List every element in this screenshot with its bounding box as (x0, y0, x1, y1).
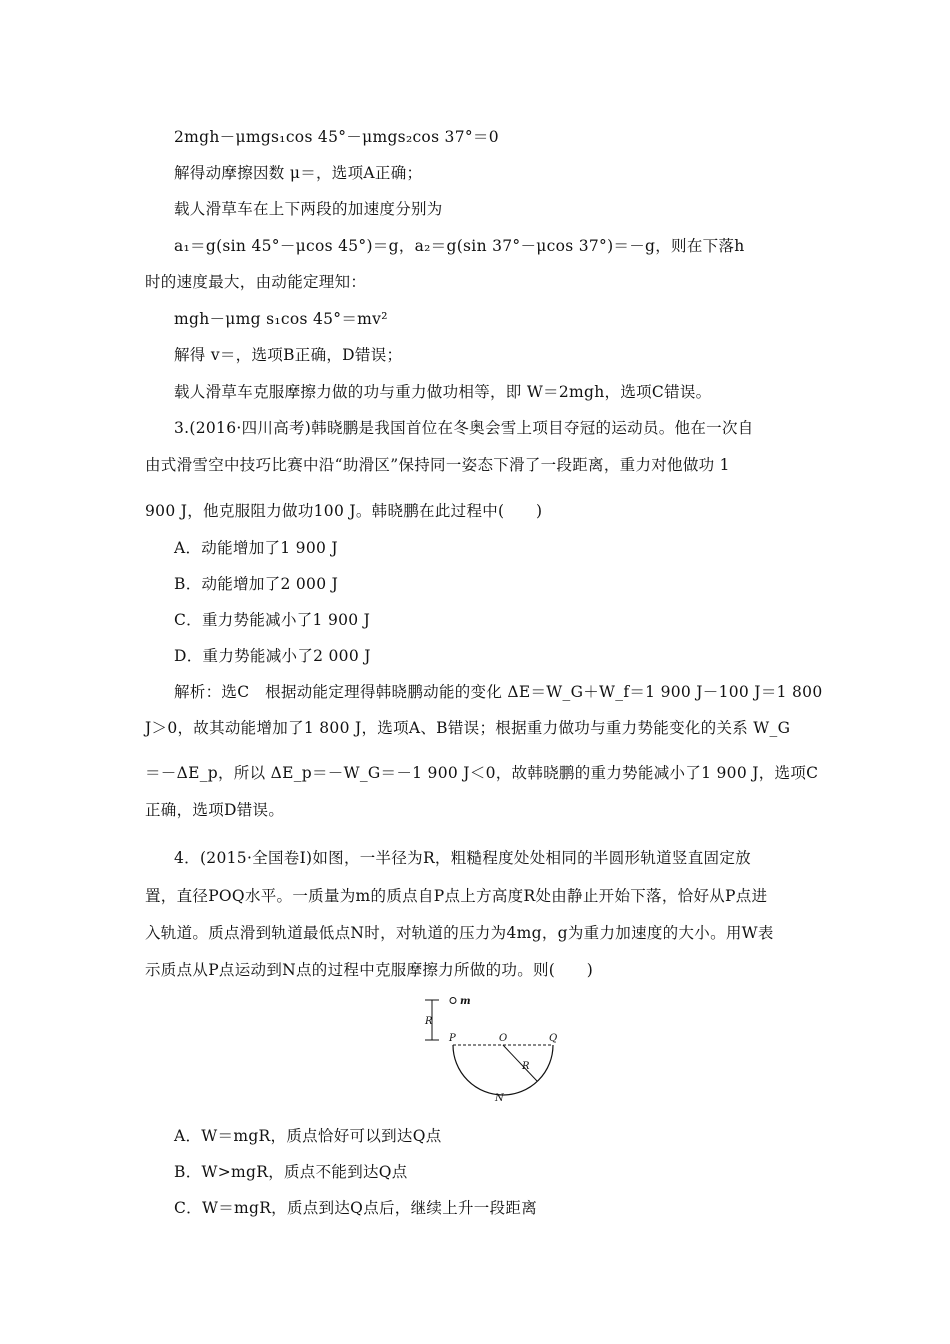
question-4-option-b: B．W>mgR，质点不能到达Q点 (174, 1163, 408, 1181)
label-p: P (449, 1033, 456, 1044)
question-3-option-d: D．重力势能减小了2 000 J (174, 647, 371, 665)
mass-point-icon (450, 998, 456, 1004)
radius-line (503, 1045, 537, 1081)
question-3-analysis-3: ＝－ΔE_p，所以 ΔE_p＝－W_G＝－1 900 J＜0，故韩晓鹏的重力势能减小了1 900 J，选项C (145, 764, 819, 782)
text-line-4: a₁＝g(sin 45°－μcos 45°)＝g，a₂＝g(sin 37°－μcos 37°)＝－g，则在下落h (174, 237, 745, 255)
label-m: m (460, 997, 471, 1007)
question-4-option-c: C．W＝mgR，质点到达Q点后，继续上升一段距离 (174, 1199, 537, 1217)
label-o: O (499, 1033, 508, 1044)
semicircle-track (453, 1045, 553, 1095)
question-3-stem-3: 900 J，他克服阻力做功100 J。韩晓鹏在此过程中( ) (145, 502, 543, 520)
question-3-option-b: B．动能增加了2 000 J (174, 575, 339, 593)
question-4-stem-4: 示质点从P点运动到N点的过程中克服摩擦力所做的功。则( ) (145, 961, 594, 979)
question-3-stem-1: 3.(2016·四川高考)韩晓鹏是我国首位在冬奥会雪上项目夺冠的运动员。他在一次自 (174, 419, 754, 437)
question-4-stem-2: 置，直径POQ水平。一质量为m的质点自P点上方高度R处由静止开始下落，恰好从P点进 (145, 887, 768, 905)
text-line-5: 时的速度最大，由动能定理知： (145, 273, 367, 291)
label-q: Q (549, 1033, 558, 1044)
question-3-analysis-4: 正确，选项D错误。 (145, 801, 285, 819)
text-line-6: mgh－μmg s₁cos 45°＝mv² (174, 310, 388, 328)
question-4-stem-3: 入轨道。质点滑到轨道最低点N时，对轨道的压力为4mg，g为重力加速度的大小。用W表 (145, 924, 774, 942)
label-n: N (495, 1093, 504, 1104)
text-line-7: 解得 v＝，选项B正确，D错误； (174, 346, 403, 364)
semicircle-track-figure (415, 997, 575, 1111)
question-4-option-a: A．W＝mgR，质点恰好可以到达Q点 (174, 1127, 442, 1145)
question-4-stem-1: 4．(2015·全国卷Ⅰ)如图，一半径为R，粗糙程度处处相同的半圆形轨道竖直固定放 (174, 849, 751, 867)
label-r-vertical: R (425, 1016, 433, 1027)
question-3-analysis-1: 解析：选C 根据动能定理得韩晓鹏动能的变化 ΔE＝W_G＋W_f＝1 900 J－100 J＝1 800 (174, 683, 823, 701)
question-3-option-a: A．动能增加了1 900 J (174, 539, 338, 557)
text-line-1: 2mgh－μmgs₁cos 45°－μmgs₂cos 37°＝0 (174, 128, 499, 146)
label-r-radius: R (522, 1061, 530, 1072)
text-line-2: 解得动摩擦因数 μ＝，选项A正确； (174, 164, 423, 182)
question-3-analysis-2: J＞0，故其动能增加了1 800 J，选项A、B错误；根据重力做功与重力势能变化的关系 W_G (145, 719, 791, 737)
question-3-stem-2: 由式滑雪空中技巧比赛中沿“助滑区”保持同一姿态下滑了一段距离，重力对他做功 1 (145, 456, 730, 474)
question-3-option-c: C．重力势能减小了1 900 J (174, 611, 371, 629)
text-line-8: 载人滑草车克服摩擦力做的功与重力做功相等，即 W＝2mgh，选项C错误。 (174, 383, 712, 401)
text-line-3: 载人滑草车在上下两段的加速度分别为 (174, 200, 443, 218)
